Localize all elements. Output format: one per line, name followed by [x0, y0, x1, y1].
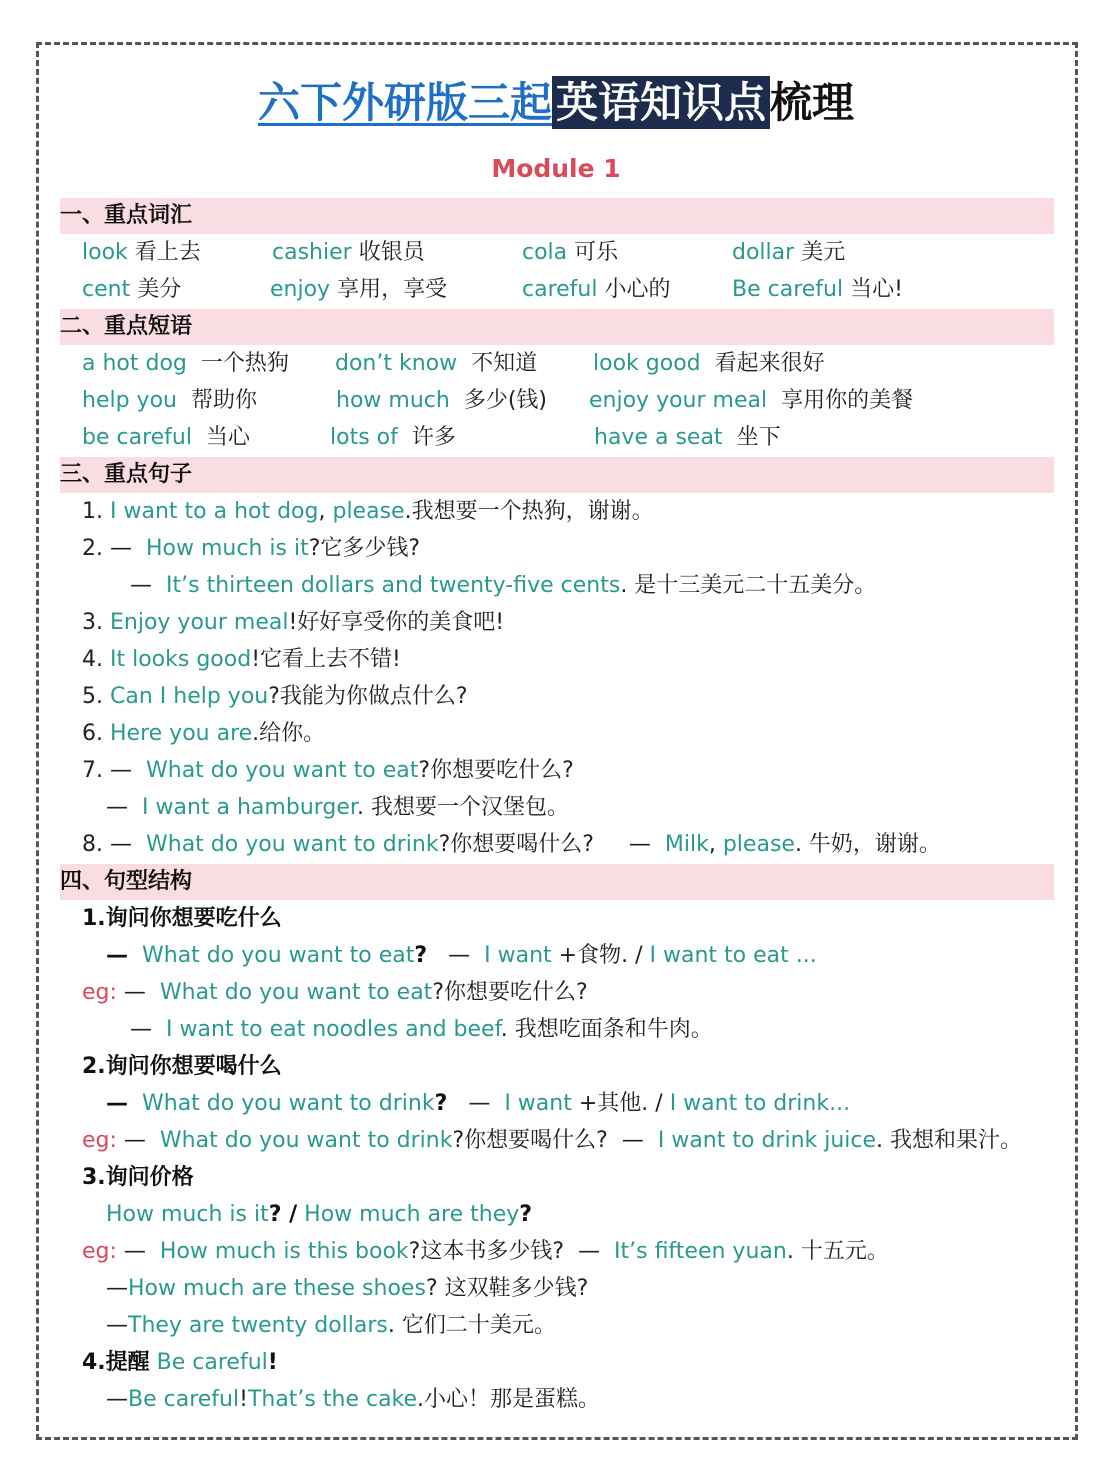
vocab-item: careful 小心的 — [522, 277, 671, 302]
structure-example-1b: — I want to eat noodles and beef. 我想吃面条和牛肉。 — [130, 1017, 713, 1042]
phrase-item: be careful 当心 — [82, 425, 250, 450]
sentence-7b: — I want a hamburger. 我想要一个汉堡包。 — [106, 795, 569, 820]
structure-row-1: — What do you want to eat? — I want +食物. / I want to eat ... — [106, 943, 817, 968]
vocab-item: Be careful 当心! — [732, 277, 903, 302]
section-vocab-header: 一、重点词汇 — [60, 198, 1054, 234]
vocab-item: dollar 美元 — [732, 240, 846, 265]
structure-example-2: eg: — What do you want to drink?你想要喝什么? — I want to drink juice. 我想和果汁。 — [82, 1128, 1023, 1153]
sentence-1: 1. I want to a hot dog, please.我想要一个热狗，谢谢。 — [82, 499, 654, 524]
structure-heading-2: 2.询问你想要喝什么 — [82, 1054, 282, 1079]
structure-example-4: —Be careful!That’s the cake.小心！那是蛋糕。 — [106, 1387, 601, 1412]
section-phrases-header: 二、重点短语 — [60, 309, 1054, 345]
phrase-item: don’t know 不知道 — [335, 351, 538, 376]
phrase-item: look good 看起来很好 — [593, 351, 825, 376]
sentence-8: 8. — What do you want to drink?你想要喝什么? — Milk, please. 牛奶，谢谢。 — [82, 832, 941, 857]
phrase-item: help you 帮助你 — [82, 388, 257, 413]
sentence-2b: — It’s thirteen dollars and twenty-five cents. 是十三美元二十五美分。 — [130, 573, 877, 598]
section-structures-header: 四、句型结构 — [60, 864, 1054, 900]
structure-example-3a: eg: — How much is this book?这本书多少钱? — It’s fifteen yuan. 十五元。 — [82, 1239, 889, 1264]
phrase-item: enjoy your meal 享用你的美餐 — [589, 388, 914, 413]
sentence-4: 4. It looks good!它看上去不错! — [82, 647, 401, 672]
phrase-item: have a seat 坐下 — [594, 425, 781, 450]
sentence-2a: 2. — How much is it?它多少钱? — [82, 536, 421, 561]
vocab-item: cashier 收银员 — [272, 240, 425, 265]
module-heading: Module 1 — [491, 154, 621, 183]
vocab-item: cola 可乐 — [522, 240, 619, 265]
phrase-item: how much 多少(钱) — [336, 388, 547, 413]
structure-heading-1: 1.询问你想要吃什么 — [82, 906, 282, 931]
vocab-item: cent 美分 — [82, 277, 182, 302]
vocab-item: enjoy 享用，享受 — [270, 277, 448, 302]
vocab-item: look 看上去 — [82, 240, 201, 265]
sentence-3: 3. Enjoy your meal!好好享受你的美食吧! — [82, 610, 505, 635]
phrase-item: lots of 许多 — [330, 425, 456, 450]
structure-row-3: How much is it? / How much are they? — [106, 1202, 533, 1227]
sentence-6: 6. Here you are.给你。 — [82, 721, 326, 746]
structure-heading-4: 4.提醒 Be careful! — [82, 1350, 278, 1375]
section-sentences-header: 三、重点句子 — [60, 457, 1054, 493]
sentence-5: 5. Can I help you?我能为你做点什么? — [82, 684, 468, 709]
sentence-7a: 7. — What do you want to eat?你想要吃什么? — [82, 758, 574, 783]
structure-example-1a: eg: — What do you want to eat?你想要吃什么? — [82, 980, 588, 1005]
page-title: 六下外研版三起英语知识点梳理 — [257, 78, 855, 127]
structure-example-3b: —How much are these shoes? 这双鞋多少钱? — [106, 1276, 589, 1301]
structure-row-2: — What do you want to drink? — I want +其他. / I want to drink... — [106, 1091, 851, 1116]
structure-example-3c: —They are twenty dollars. 它们二十美元。 — [106, 1313, 556, 1338]
phrase-item: a hot dog 一个热狗 — [82, 351, 289, 376]
structure-heading-3: 3.询问价格 — [82, 1165, 194, 1190]
